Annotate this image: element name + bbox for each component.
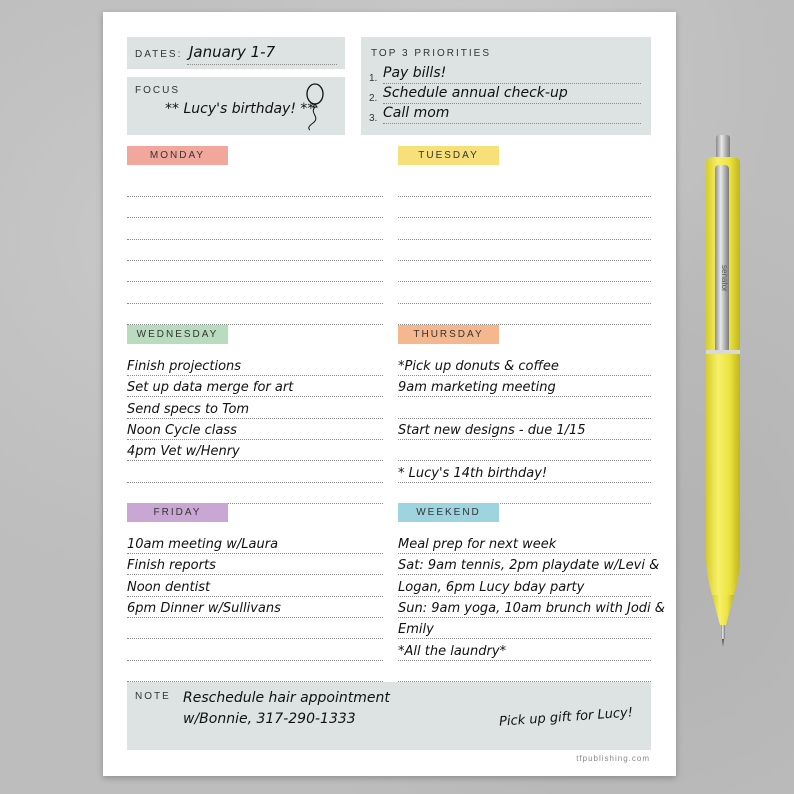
wednesday-line (127, 482, 383, 483)
friday-line (127, 553, 383, 554)
friday-entry: Noon dentist (127, 579, 211, 595)
weekend-line (398, 660, 651, 661)
dates-box (127, 37, 345, 69)
weekend-line (398, 596, 651, 597)
thursday-entry: Start new designs - due 1/15 (398, 422, 586, 438)
weekend-line (398, 553, 651, 554)
friday-entry: Finish reports (127, 558, 216, 574)
monday-line (127, 239, 383, 240)
priority-num-1: 1. (369, 73, 378, 84)
note-label: NOTE (135, 691, 171, 702)
thursday-entry: *Pick up donuts & coffee (398, 359, 559, 374)
thursday-tag: THURSDAY (398, 325, 499, 344)
friday-line (127, 617, 383, 618)
dates-value: January 1-7 (189, 43, 276, 61)
priority-num-3: 3. (369, 113, 378, 124)
thursday-line (398, 482, 651, 483)
wednesday-line (127, 460, 383, 461)
wednesday-line (127, 396, 383, 397)
friday-entry: 6pm Dinner w/Sullivans (127, 600, 281, 616)
focus-label: FOCUS (135, 85, 180, 96)
thursday-line (398, 418, 651, 419)
tuesday-tag: TUESDAY (398, 146, 499, 165)
thursday-entry: * Lucy's 14th birthday! (398, 465, 548, 481)
priorities-label: TOP 3 PRIORITIES (371, 48, 491, 59)
dates-label: DATES: (135, 49, 183, 60)
pen-icon (700, 135, 760, 655)
wednesday-entry: Send specs to Tom (127, 401, 250, 417)
thursday-line (398, 460, 651, 461)
wednesday-line (127, 418, 383, 419)
tuesday-line (398, 217, 651, 218)
weekend-entry: Sun: 9am yoga, 10am brunch with Jodi & (398, 600, 665, 616)
monday-line (127, 281, 383, 282)
monday-line (127, 260, 383, 261)
priority-3: Call mom (383, 105, 450, 121)
weekend-line (398, 574, 651, 575)
tuesday-line (398, 239, 651, 240)
monday-line (127, 303, 383, 304)
wednesday-line (127, 439, 383, 440)
focus-value: ** Lucy's birthday! ** (165, 101, 315, 117)
wednesday-entry: Finish projections (127, 359, 242, 374)
wednesday-tag: WEDNESDAY (127, 325, 228, 344)
day-wednesday (127, 325, 383, 495)
wednesday-entry: 4pm Vet w/Henry (127, 444, 240, 460)
priority-1: Pay bills! (383, 65, 447, 81)
day-tuesday (398, 146, 651, 316)
weekend-entry: Logan, 6pm Lucy bday party (398, 579, 585, 595)
thursday-line (398, 396, 651, 397)
tuesday-line (398, 281, 651, 282)
monday-tag: MONDAY (127, 146, 228, 165)
day-thursday (398, 325, 651, 495)
pen-brand: senator (720, 265, 729, 292)
thursday-line (398, 439, 651, 440)
note-side: Pick up gift for Lucy! (498, 705, 634, 730)
weekend-entry: Sat: 9am tennis, 2pm playdate w/Levi & (398, 558, 660, 574)
tuesday-line (398, 260, 651, 261)
monday-line (127, 196, 383, 197)
note-box (127, 682, 651, 750)
thursday-line (398, 375, 651, 376)
friday-line (127, 596, 383, 597)
monday-line (127, 217, 383, 218)
priority-num-2: 2. (369, 93, 378, 104)
weekend-entry: *All the laundry* (398, 643, 507, 659)
wednesday-entry: Set up data merge for art (127, 380, 294, 396)
weekly-planner-sheet (103, 12, 676, 776)
tuesday-line (398, 303, 651, 304)
focus-box (127, 77, 345, 135)
note-line-1: Reschedule hair appointment (183, 690, 390, 706)
publisher-footer: tfpublishing.com (576, 754, 650, 763)
day-weekend (398, 503, 665, 673)
priority-2: Schedule annual check-up (383, 85, 568, 101)
weekend-tag: WEEKEND (398, 503, 499, 522)
day-monday (127, 146, 383, 316)
tuesday-line (398, 196, 651, 197)
friday-entry: 10am meeting w/Laura (127, 537, 279, 552)
weekend-line (398, 617, 651, 618)
weekend-entry: Emily (398, 622, 434, 638)
friday-tag: FRIDAY (127, 503, 228, 522)
weekend-entry: Meal prep for next week (398, 537, 557, 552)
friday-line (127, 574, 383, 575)
wednesday-entry: Noon Cycle class (127, 422, 237, 438)
thursday-entry: 9am marketing meeting (398, 380, 556, 396)
day-friday (127, 503, 383, 673)
wednesday-line (127, 375, 383, 376)
friday-line (127, 660, 383, 661)
friday-line (127, 638, 383, 639)
balloon-icon (303, 83, 327, 131)
weekend-line (398, 638, 651, 639)
priorities-box (361, 37, 651, 135)
note-line-2: w/Bonnie, 317-290-1333 (183, 711, 356, 727)
